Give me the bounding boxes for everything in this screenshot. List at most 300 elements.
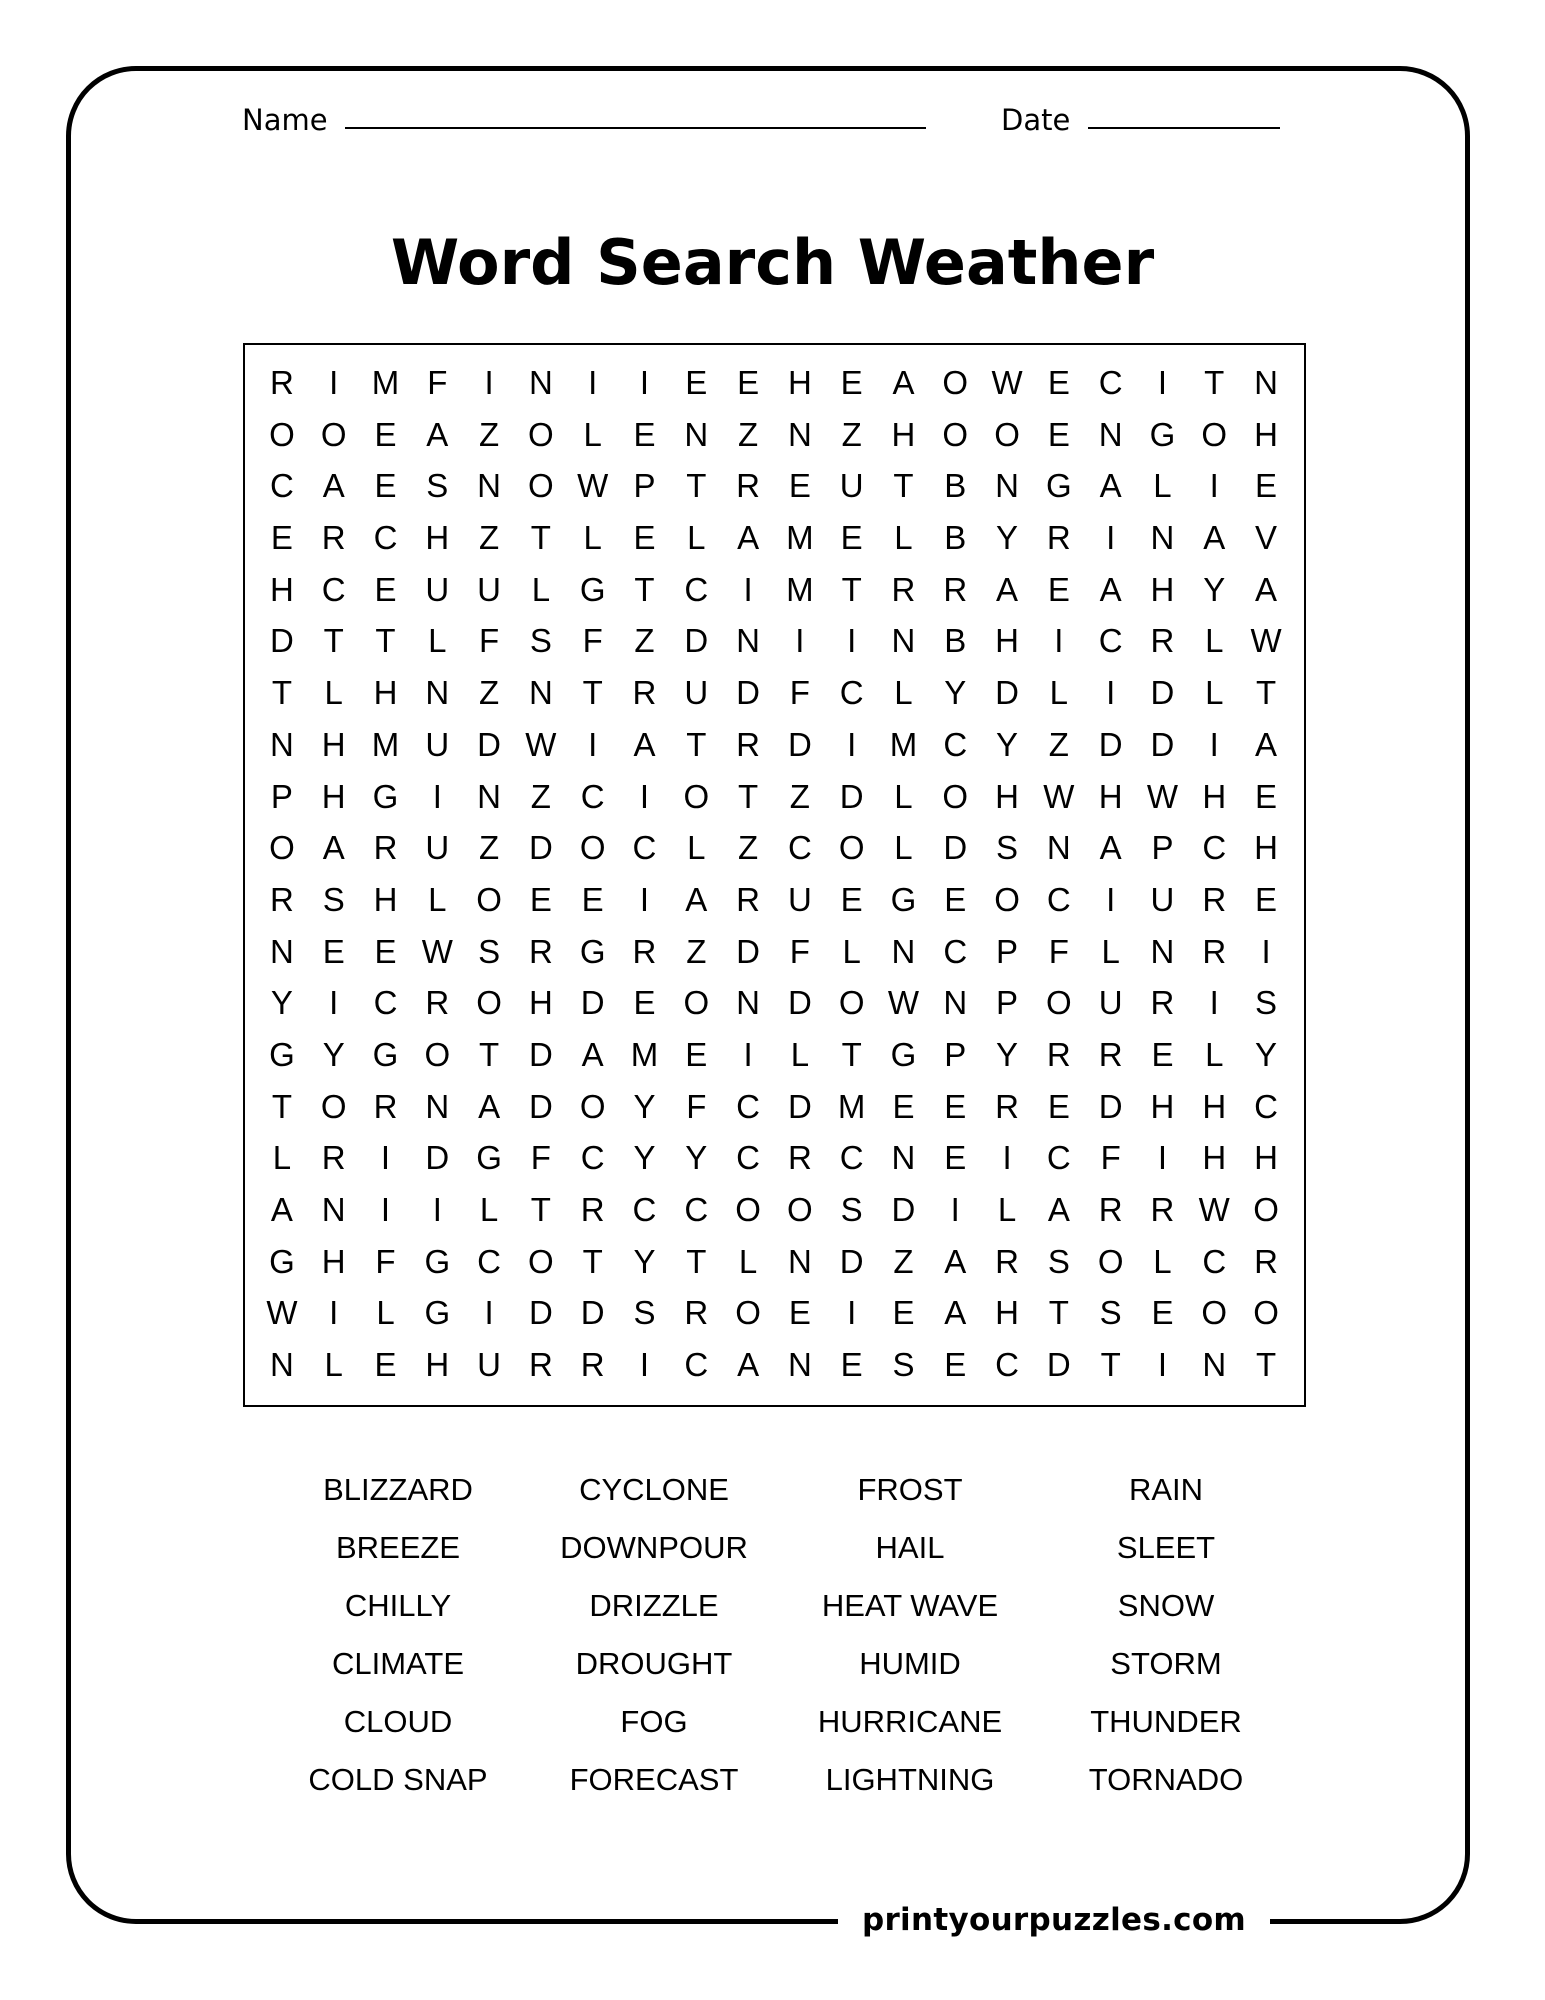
grid-cell: Z xyxy=(789,777,810,815)
grid-cell: H xyxy=(425,1346,450,1384)
grid-cell: O xyxy=(735,1294,761,1332)
grid-cell: E xyxy=(374,932,397,970)
grid-cell: T xyxy=(1048,1294,1069,1332)
grid-cell: C xyxy=(684,1191,709,1228)
word-list-item: SNOW xyxy=(1117,1588,1215,1623)
grid-cell: O xyxy=(269,829,295,867)
grid-cell: E xyxy=(944,1346,967,1384)
grid-cell: S xyxy=(1099,1294,1122,1332)
grid-cell: I xyxy=(432,777,442,815)
grid-cell: C xyxy=(736,1087,760,1125)
grid-cell: F xyxy=(530,1139,551,1177)
grid-cell: O xyxy=(683,777,710,815)
grid-cell: P xyxy=(633,467,656,505)
grid-cell: C xyxy=(995,1346,1019,1384)
grid-cell: C xyxy=(1098,622,1123,660)
word-list-item: CHILLY xyxy=(344,1588,452,1623)
grid-cell: T xyxy=(1100,1346,1121,1384)
grid-cell: T xyxy=(323,622,344,660)
grid-cell: Y xyxy=(633,1139,656,1177)
grid-cell: H xyxy=(269,570,294,608)
grid-cell: W xyxy=(1198,1191,1230,1228)
grid-cell: A xyxy=(737,519,760,557)
grid-cell: C xyxy=(1254,1087,1278,1125)
grid-cell: R xyxy=(1150,1191,1175,1228)
grid-cell: O xyxy=(528,415,554,453)
grid-cell: S xyxy=(892,1346,915,1384)
grid-cell: I xyxy=(1209,725,1219,763)
word-list-item: FOG xyxy=(620,1704,688,1739)
grid-cell: O xyxy=(1253,1191,1279,1228)
grid-cell: N xyxy=(736,622,760,660)
grid-cell: P xyxy=(996,984,1019,1022)
grid-cell: F xyxy=(1100,1139,1121,1177)
grid-cell: E xyxy=(1255,467,1278,505)
grid-cell: R xyxy=(1150,984,1175,1022)
grid-cell: F xyxy=(1048,932,1069,970)
grid-cell: L xyxy=(324,1346,343,1384)
grid-cell: L xyxy=(738,1242,758,1280)
grid-cell: Y xyxy=(633,1242,656,1280)
grid-cell: D xyxy=(528,1294,553,1332)
grid-cell: L xyxy=(583,415,602,453)
grid-cell: D xyxy=(528,829,553,867)
grid-cell: H xyxy=(1150,1087,1175,1125)
grid-cell: B xyxy=(944,519,967,557)
grid-cell: Y xyxy=(996,519,1019,557)
grid-cell: C xyxy=(1202,829,1227,867)
grid-cell: G xyxy=(890,880,917,918)
grid-cell: I xyxy=(329,1294,339,1332)
grid-cell: A xyxy=(1255,725,1278,763)
grid-cell: N xyxy=(477,777,501,815)
grid-cell: C xyxy=(943,932,968,970)
grid-cell: H xyxy=(1202,1087,1227,1125)
grid-cell: R xyxy=(787,1139,812,1177)
grid-cell: U xyxy=(425,570,450,608)
word-list-item: TORNADO xyxy=(1088,1762,1244,1797)
grid-cell: C xyxy=(839,1139,864,1177)
grid-cell: G xyxy=(1046,467,1072,505)
word-list-item: DROUGHT xyxy=(575,1646,733,1681)
grid-cell: L xyxy=(687,829,706,867)
grid-cell: C xyxy=(373,984,398,1022)
grid-cell: N xyxy=(269,725,294,763)
grid-cell: E xyxy=(685,1035,708,1073)
grid-cell: O xyxy=(320,415,347,453)
grid-cell: R xyxy=(1202,880,1227,918)
grid-cell: R xyxy=(1098,1035,1123,1073)
grid-cell: T xyxy=(1255,1346,1277,1384)
grid-cell: A xyxy=(996,570,1019,608)
grid-cell: R xyxy=(943,570,968,608)
grid-cell: E xyxy=(788,1294,811,1332)
grid-cell: E xyxy=(1151,1035,1174,1073)
grid-cell: L xyxy=(790,1035,810,1073)
grid-cell: Z xyxy=(479,519,500,557)
grid-cell: A xyxy=(1099,570,1122,608)
date-line[interactable] xyxy=(1088,127,1280,129)
grid-cell: A xyxy=(944,1294,967,1332)
grid-cell: H xyxy=(1254,829,1278,867)
date-label: Date xyxy=(1001,103,1071,137)
grid-cell: H xyxy=(891,415,916,453)
grid-cell: N xyxy=(477,467,501,505)
grid-cell: E xyxy=(685,364,708,401)
grid-cell: N xyxy=(891,1139,916,1177)
grid-cell: D xyxy=(1150,674,1175,712)
grid-cell: N xyxy=(943,984,968,1022)
grid-cell: F xyxy=(789,674,810,712)
grid-cell: Z xyxy=(479,415,500,453)
grid-cell: D xyxy=(684,622,709,660)
grid-cell: E xyxy=(840,364,863,401)
grid-cell: U xyxy=(1150,880,1175,918)
grid-cell: H xyxy=(1150,570,1175,608)
grid-cell: E xyxy=(944,1139,967,1177)
grid-cell: N xyxy=(1202,1346,1227,1384)
grid-cell: E xyxy=(633,519,656,557)
grid-cell: C xyxy=(684,1346,709,1384)
grid-cell: I xyxy=(639,1346,650,1384)
grid-cell: T xyxy=(841,1035,862,1073)
grid-cell: I xyxy=(743,570,753,608)
grid-cell: P xyxy=(996,932,1019,970)
grid-cell: U xyxy=(425,829,450,867)
grid-cell: R xyxy=(1150,622,1175,660)
grid-cell: O xyxy=(424,1035,451,1073)
grid-cell: I xyxy=(743,1035,753,1073)
grid-cell: A xyxy=(1047,1191,1070,1228)
name-line[interactable] xyxy=(345,127,926,129)
grid-cell: R xyxy=(321,1139,346,1177)
grid-cell: O xyxy=(942,415,969,453)
grid-cell: Y xyxy=(1203,570,1226,608)
grid-cell: B xyxy=(944,622,967,660)
grid-cell: D xyxy=(528,1087,553,1125)
grid-cell: G xyxy=(476,1139,502,1177)
grid-cell: E xyxy=(322,932,345,970)
grid-cell: N xyxy=(995,467,1019,505)
grid-cell: H xyxy=(787,364,812,401)
word-list-item: BREEZE xyxy=(335,1530,461,1565)
grid-cell: T xyxy=(841,570,862,608)
grid-cell: L xyxy=(479,1191,499,1228)
grid-cell: I xyxy=(1106,880,1116,918)
grid-cell: H xyxy=(995,1294,1019,1332)
grid-cell: C xyxy=(321,570,346,608)
grid-cell: D xyxy=(787,984,812,1022)
grid-cell: Y xyxy=(996,1035,1019,1073)
grid-cell: L xyxy=(531,570,551,608)
grid-cell: F xyxy=(789,932,810,970)
grid-cell: W xyxy=(266,1294,298,1332)
grid-cell: O xyxy=(994,415,1020,453)
grid-cell: H xyxy=(995,622,1019,660)
word-list-item: DOWNPOUR xyxy=(560,1530,748,1565)
grid-cell: E xyxy=(1047,570,1070,608)
grid-cell: A xyxy=(426,415,449,453)
grid-cell: S xyxy=(633,1294,656,1332)
grid-cell: T xyxy=(271,1087,292,1125)
grid-cell: L xyxy=(842,932,861,970)
word-list-item: DRIZZLE xyxy=(589,1588,719,1623)
grid-cell: W xyxy=(991,364,1023,401)
grid-cell: H xyxy=(425,519,450,557)
grid-cell: E xyxy=(944,1087,967,1125)
grid-cell: C xyxy=(736,1139,760,1177)
grid-cell: I xyxy=(329,984,339,1022)
grid-cell: I xyxy=(639,364,650,401)
grid-cell: H xyxy=(528,984,553,1022)
word-list-item: CLIMATE xyxy=(331,1646,465,1681)
grid-cell: N xyxy=(787,1242,812,1280)
grid-cell: O xyxy=(735,1191,761,1228)
grid-cell: E xyxy=(1047,1087,1070,1125)
grid-cell: I xyxy=(588,725,598,763)
grid-cell: R xyxy=(269,364,294,401)
grid-cell: I xyxy=(484,1294,494,1332)
grid-cell: A xyxy=(944,1242,967,1280)
grid-cell: T xyxy=(375,622,396,660)
grid-cell: L xyxy=(1153,1242,1172,1280)
grid-cell: G xyxy=(269,1242,295,1280)
grid-cell: F xyxy=(427,364,448,401)
grid-cell: N xyxy=(787,1346,812,1384)
grid-cell: N xyxy=(891,932,916,970)
grid-cell: U xyxy=(477,1346,501,1384)
grid-cell: D xyxy=(580,1294,605,1332)
grid-cell: O xyxy=(528,467,554,505)
grid-cell: D xyxy=(891,1191,916,1228)
grid-cell: A xyxy=(1255,570,1278,608)
grid-cell: O xyxy=(476,880,502,918)
grid-cell: R xyxy=(736,880,760,918)
word-list-item: FORECAST xyxy=(569,1762,739,1797)
word-list-item: HUMID xyxy=(859,1646,961,1681)
grid-cell: H xyxy=(321,1242,346,1280)
grid-cell: S xyxy=(996,829,1019,867)
grid-cell: C xyxy=(1098,364,1123,401)
grid-cell: W xyxy=(1043,777,1075,815)
grid-cell: L xyxy=(583,519,602,557)
grid-cell: H xyxy=(1254,1139,1278,1177)
grid-cell: C xyxy=(839,674,864,712)
grid-cell: O xyxy=(838,984,865,1022)
grid-cell: I xyxy=(847,622,857,660)
grid-cell: I xyxy=(847,725,857,763)
grid-cell: L xyxy=(428,880,447,918)
grid-cell: Z xyxy=(634,622,655,660)
grid-cell: D xyxy=(736,674,760,712)
grid-cell: Z xyxy=(737,415,759,453)
grid-cell: H xyxy=(1098,777,1123,815)
grid-cell: O xyxy=(269,415,295,453)
grid-cell: R xyxy=(580,1191,605,1228)
grid-cell: Y xyxy=(685,1139,708,1177)
grid-cell: I xyxy=(1106,519,1116,557)
grid-cell: D xyxy=(787,725,812,763)
grid-cell: C xyxy=(632,1191,657,1228)
grid-cell: I xyxy=(1106,674,1116,712)
grid-cell: R xyxy=(580,1346,605,1384)
grid-cell: E xyxy=(1047,415,1070,453)
grid-cell: L xyxy=(272,1139,292,1177)
grid-cell: P xyxy=(270,777,293,815)
grid-cell: H xyxy=(995,777,1019,815)
grid-cell: G xyxy=(579,932,606,970)
grid-cell: O xyxy=(579,829,606,867)
grid-cell: O xyxy=(942,777,969,815)
grid-cell: N xyxy=(269,1346,294,1384)
grid-cell: O xyxy=(579,1087,606,1125)
grid-cell: W xyxy=(887,984,920,1022)
grid-cell: S xyxy=(322,880,345,918)
grid-cell: G xyxy=(1149,415,1176,453)
grid-cell: A xyxy=(685,880,708,918)
grid-cell: L xyxy=(894,519,913,557)
grid-cell: L xyxy=(1205,674,1224,712)
grid-cell: T xyxy=(271,674,292,712)
grid-cell: Y xyxy=(944,674,967,712)
grid-cell: U xyxy=(477,570,501,608)
grid-cell: L xyxy=(1205,622,1224,660)
grid-cell: N xyxy=(425,674,450,712)
grid-cell: M xyxy=(630,1035,659,1073)
grid-cell: Y xyxy=(270,984,293,1022)
grid-cell: N xyxy=(1150,519,1175,557)
grid-cell: T xyxy=(479,1035,500,1073)
grid-cell: O xyxy=(787,1191,813,1228)
grid-cell: R xyxy=(891,570,916,608)
grid-cell: I xyxy=(380,1139,391,1177)
grid-cell: D xyxy=(995,674,1019,712)
grid-cell: E xyxy=(374,570,397,608)
grid-cell: G xyxy=(579,570,606,608)
grid-cell: D xyxy=(736,932,760,970)
grid-cell: C xyxy=(684,570,709,608)
grid-cell: E xyxy=(944,880,967,918)
grid-cell: L xyxy=(687,519,706,557)
word-list-item: RAIN xyxy=(1128,1472,1204,1507)
grid-cell: S xyxy=(426,467,449,505)
grid-cell: S xyxy=(529,622,552,660)
grid-cell: D xyxy=(1046,1346,1071,1384)
grid-cell: C xyxy=(943,725,968,763)
grid-cell: W xyxy=(1250,622,1282,660)
grid-cell: T xyxy=(634,570,655,608)
grid-cell: D xyxy=(528,1035,553,1073)
grid-cell: L xyxy=(1153,467,1172,505)
grid-cell: O xyxy=(1201,1294,1228,1332)
grid-cell: I xyxy=(1157,364,1168,401)
grid-cell: Y xyxy=(322,1035,345,1073)
grid-cell: A xyxy=(1099,467,1122,505)
name-label: Name xyxy=(242,103,328,137)
grid-cell: G xyxy=(372,777,399,815)
word-list-item: CYCLONE xyxy=(579,1472,729,1507)
word-list xyxy=(270,1461,1294,1809)
grid-cell: C xyxy=(1046,1139,1071,1177)
grid-cell: N xyxy=(1046,829,1071,867)
grid-cell: I xyxy=(1157,1346,1168,1384)
grid-cell: E xyxy=(788,467,811,505)
grid-cell: C xyxy=(1046,880,1071,918)
grid-cell: L xyxy=(376,1294,395,1332)
grid-cell: N xyxy=(787,415,812,453)
grid-cell: L xyxy=(894,777,913,815)
grid-cell: D xyxy=(839,777,864,815)
grid-cell: M xyxy=(371,364,400,401)
grid-cell: W xyxy=(577,467,609,505)
grid-cell: E xyxy=(840,1346,863,1384)
grid-cell: N xyxy=(1254,364,1278,401)
grid-cell: E xyxy=(1255,777,1278,815)
word-list-item: LIGHTNING xyxy=(825,1762,995,1797)
grid-cell: G xyxy=(269,1035,295,1073)
grid-cell: L xyxy=(324,674,343,712)
grid-cell: A xyxy=(270,1191,293,1228)
word-list-item: STORM xyxy=(1110,1646,1222,1681)
grid-cell: G xyxy=(424,1242,451,1280)
grid-cell: I xyxy=(847,1294,857,1332)
grid-cell: Y xyxy=(996,725,1019,763)
grid-cell: D xyxy=(1150,725,1175,763)
grid-cell: E xyxy=(270,519,293,557)
grid-cell: R xyxy=(632,674,657,712)
grid-cell: H xyxy=(373,674,398,712)
grid-cell: E xyxy=(1255,880,1278,918)
grid-cell: I xyxy=(1054,622,1064,660)
word-list-item: CLOUD xyxy=(343,1704,453,1739)
grid-cell: A xyxy=(1099,829,1122,867)
grid-cell: S xyxy=(478,932,501,970)
grid-cell: S xyxy=(1255,984,1278,1022)
grid-cell: N xyxy=(425,1087,450,1125)
grid-cell: A xyxy=(633,725,656,763)
grid-cell: O xyxy=(320,1087,347,1125)
grid-cell: C xyxy=(580,1139,605,1177)
grid-cell: H xyxy=(321,725,346,763)
grid-cell: E xyxy=(374,1346,397,1384)
grid-cell: O xyxy=(1201,415,1228,453)
grid-cell: N xyxy=(321,1191,346,1228)
grid-cell: L xyxy=(1205,1035,1224,1073)
grid-cell: P xyxy=(944,1035,967,1073)
grid-cell: T xyxy=(893,467,914,505)
grid-cell: R xyxy=(1202,932,1227,970)
grid-cell: U xyxy=(1098,984,1123,1022)
grid-cell: R xyxy=(995,1242,1019,1280)
grid-cell: R xyxy=(528,1346,553,1384)
grid-cell: M xyxy=(786,570,814,608)
grid-cell: I xyxy=(795,622,805,660)
grid-cell: S xyxy=(840,1191,863,1228)
grid-cell: D xyxy=(269,622,294,660)
grid-cell: U xyxy=(839,467,864,505)
grid-cell: O xyxy=(528,1242,554,1280)
grid-cell: D xyxy=(943,829,968,867)
grid-cell: T xyxy=(737,777,759,815)
grid-cell: Z xyxy=(1048,725,1069,763)
grid-cell: T xyxy=(686,467,707,505)
grid-cell: R xyxy=(528,932,553,970)
grid-cell: W xyxy=(525,725,557,763)
grid-cell: E xyxy=(374,415,397,453)
grid-cell: B xyxy=(944,467,967,505)
grid-cell: I xyxy=(588,364,598,401)
grid-cell: I xyxy=(639,777,650,815)
